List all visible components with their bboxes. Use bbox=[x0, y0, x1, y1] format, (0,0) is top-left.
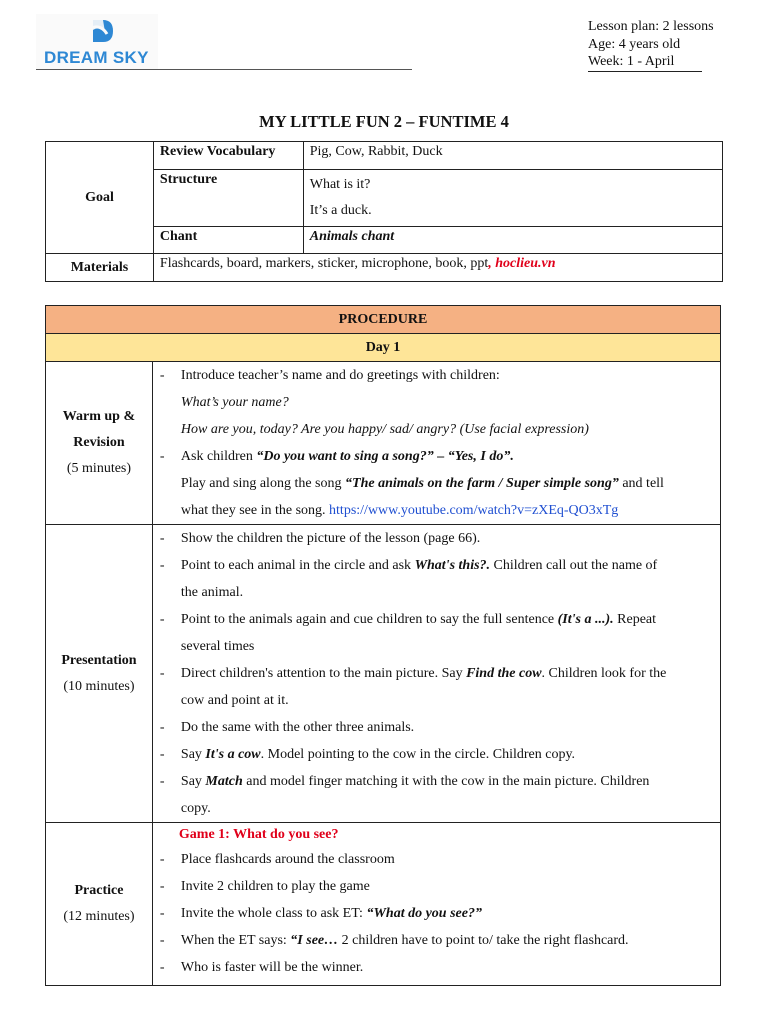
list-item: - Invite the whole class to ask ET: “What do you see?” bbox=[159, 906, 482, 921]
list-item-cont: several times bbox=[180, 639, 255, 654]
structure-answer: It’s a duck. bbox=[309, 203, 372, 218]
list-item: - Say It's a cow. Model pointing to the cow in the circle. Children copy. bbox=[159, 747, 576, 762]
brand-logo bbox=[36, 14, 158, 70]
presentation-stage bbox=[46, 525, 153, 823]
review-vocabulary-label: Review Vocabulary bbox=[153, 142, 303, 170]
materials-list: Flashcards, board, markers, sticker, microphone, book, ppt bbox=[159, 256, 489, 271]
lesson-meta bbox=[588, 18, 714, 72]
game-title: Game 1: What do you see? bbox=[178, 827, 339, 842]
list-item: - Say Match and model finger matching it with the cow in the main picture. Children bbox=[159, 774, 650, 789]
warmup-stage bbox=[46, 362, 153, 525]
list-item-cont: Play and sing along the song “The animals on the farm / Super simple song” and tell bbox=[180, 476, 664, 491]
list-item: - Introduce teacher’s name and do greetings with children: bbox=[159, 368, 500, 383]
list-item-cont: cow and point at it. bbox=[180, 693, 289, 708]
list-item: - Show the children the picture of the lesson (page 66). bbox=[159, 531, 481, 546]
list-item: - Direct children's attention to the main picture. Say Find the cow. Children look for the bbox=[159, 666, 667, 681]
age-info: Age: 4 years old bbox=[588, 36, 681, 52]
dream-sky-logo-icon bbox=[89, 18, 117, 44]
list-item: - Do the same with the other three animals. bbox=[159, 720, 415, 735]
list-item-cont: What’s your name? bbox=[180, 395, 289, 410]
materials-value bbox=[153, 254, 722, 282]
warmup-title-line1: Warm up & bbox=[62, 409, 136, 424]
lesson-plan-count: Lesson plan: 2 lessons bbox=[588, 19, 714, 34]
list-item-cont: the animal. bbox=[180, 585, 244, 600]
structure-question: What is it? bbox=[309, 177, 371, 192]
presentation-duration: (10 minutes) bbox=[63, 678, 135, 694]
list-item: - Point to each animal in the circle and ask What's this?. Children call out the name of bbox=[159, 558, 658, 573]
practice-stage bbox=[46, 823, 153, 986]
structure-label: Structure bbox=[153, 170, 303, 227]
list-item-cont: what they see in the song. https://www.youtube.com/watch?v=zXEq-QO3xTg bbox=[180, 503, 619, 518]
presentation-title: Presentation bbox=[61, 652, 137, 668]
week-info: Week: 1 - April bbox=[588, 53, 702, 72]
review-vocabulary-value: Pig, Cow, Rabbit, Duck bbox=[303, 142, 722, 170]
presentation-content bbox=[152, 525, 720, 823]
warmup-title-line2: Revision bbox=[73, 435, 125, 450]
list-item: - Place flashcards around the classroom bbox=[159, 852, 395, 867]
materials-label: Materials bbox=[46, 254, 154, 282]
list-item: - Point to the animals again and cue children to say the full sentence (It's a ...). Repeat bbox=[159, 612, 657, 627]
chant-value: Animals chant bbox=[303, 227, 722, 254]
practice-duration: (12 minutes) bbox=[63, 909, 135, 924]
list-item: - Who is faster will be the winner. bbox=[159, 960, 364, 975]
procedure-heading: PROCEDURE bbox=[46, 306, 721, 334]
list-item: - Ask children “Do you want to sing a song?” – “Yes, I do”. bbox=[159, 449, 514, 464]
warmup-duration: (5 minutes) bbox=[66, 461, 132, 476]
list-item: - Invite 2 children to play the game bbox=[159, 879, 370, 894]
chant-label: Chant bbox=[153, 227, 303, 254]
list-item-cont: copy. bbox=[180, 801, 211, 816]
list-item-cont: How are you, today? Are you happy/ sad/ angry? (Use facial expression) bbox=[180, 422, 589, 437]
header-divider bbox=[36, 69, 412, 70]
brand-name: DREAM SKY bbox=[44, 48, 149, 67]
goal-table bbox=[45, 141, 723, 282]
procedure-table bbox=[45, 305, 721, 986]
document-title: MY LITTLE FUN 2 – FUNTIME 4 bbox=[259, 112, 509, 131]
warmup-content bbox=[152, 362, 720, 525]
day-heading: Day 1 bbox=[46, 334, 721, 362]
hoclieu-link[interactable]: hoclieu.vn bbox=[495, 256, 556, 271]
song-link[interactable]: https://www.youtube.com/watch?v=zXEq-QO3xTg bbox=[329, 503, 619, 518]
structure-value bbox=[303, 170, 722, 227]
goal-label: Goal bbox=[46, 142, 154, 254]
list-item: - When the ET says: “I see… 2 children have to point to/ take the right flashcard. bbox=[159, 933, 629, 948]
practice-title: Practice bbox=[74, 883, 124, 898]
practice-content bbox=[152, 823, 720, 986]
materials-comma: , bbox=[488, 256, 496, 271]
